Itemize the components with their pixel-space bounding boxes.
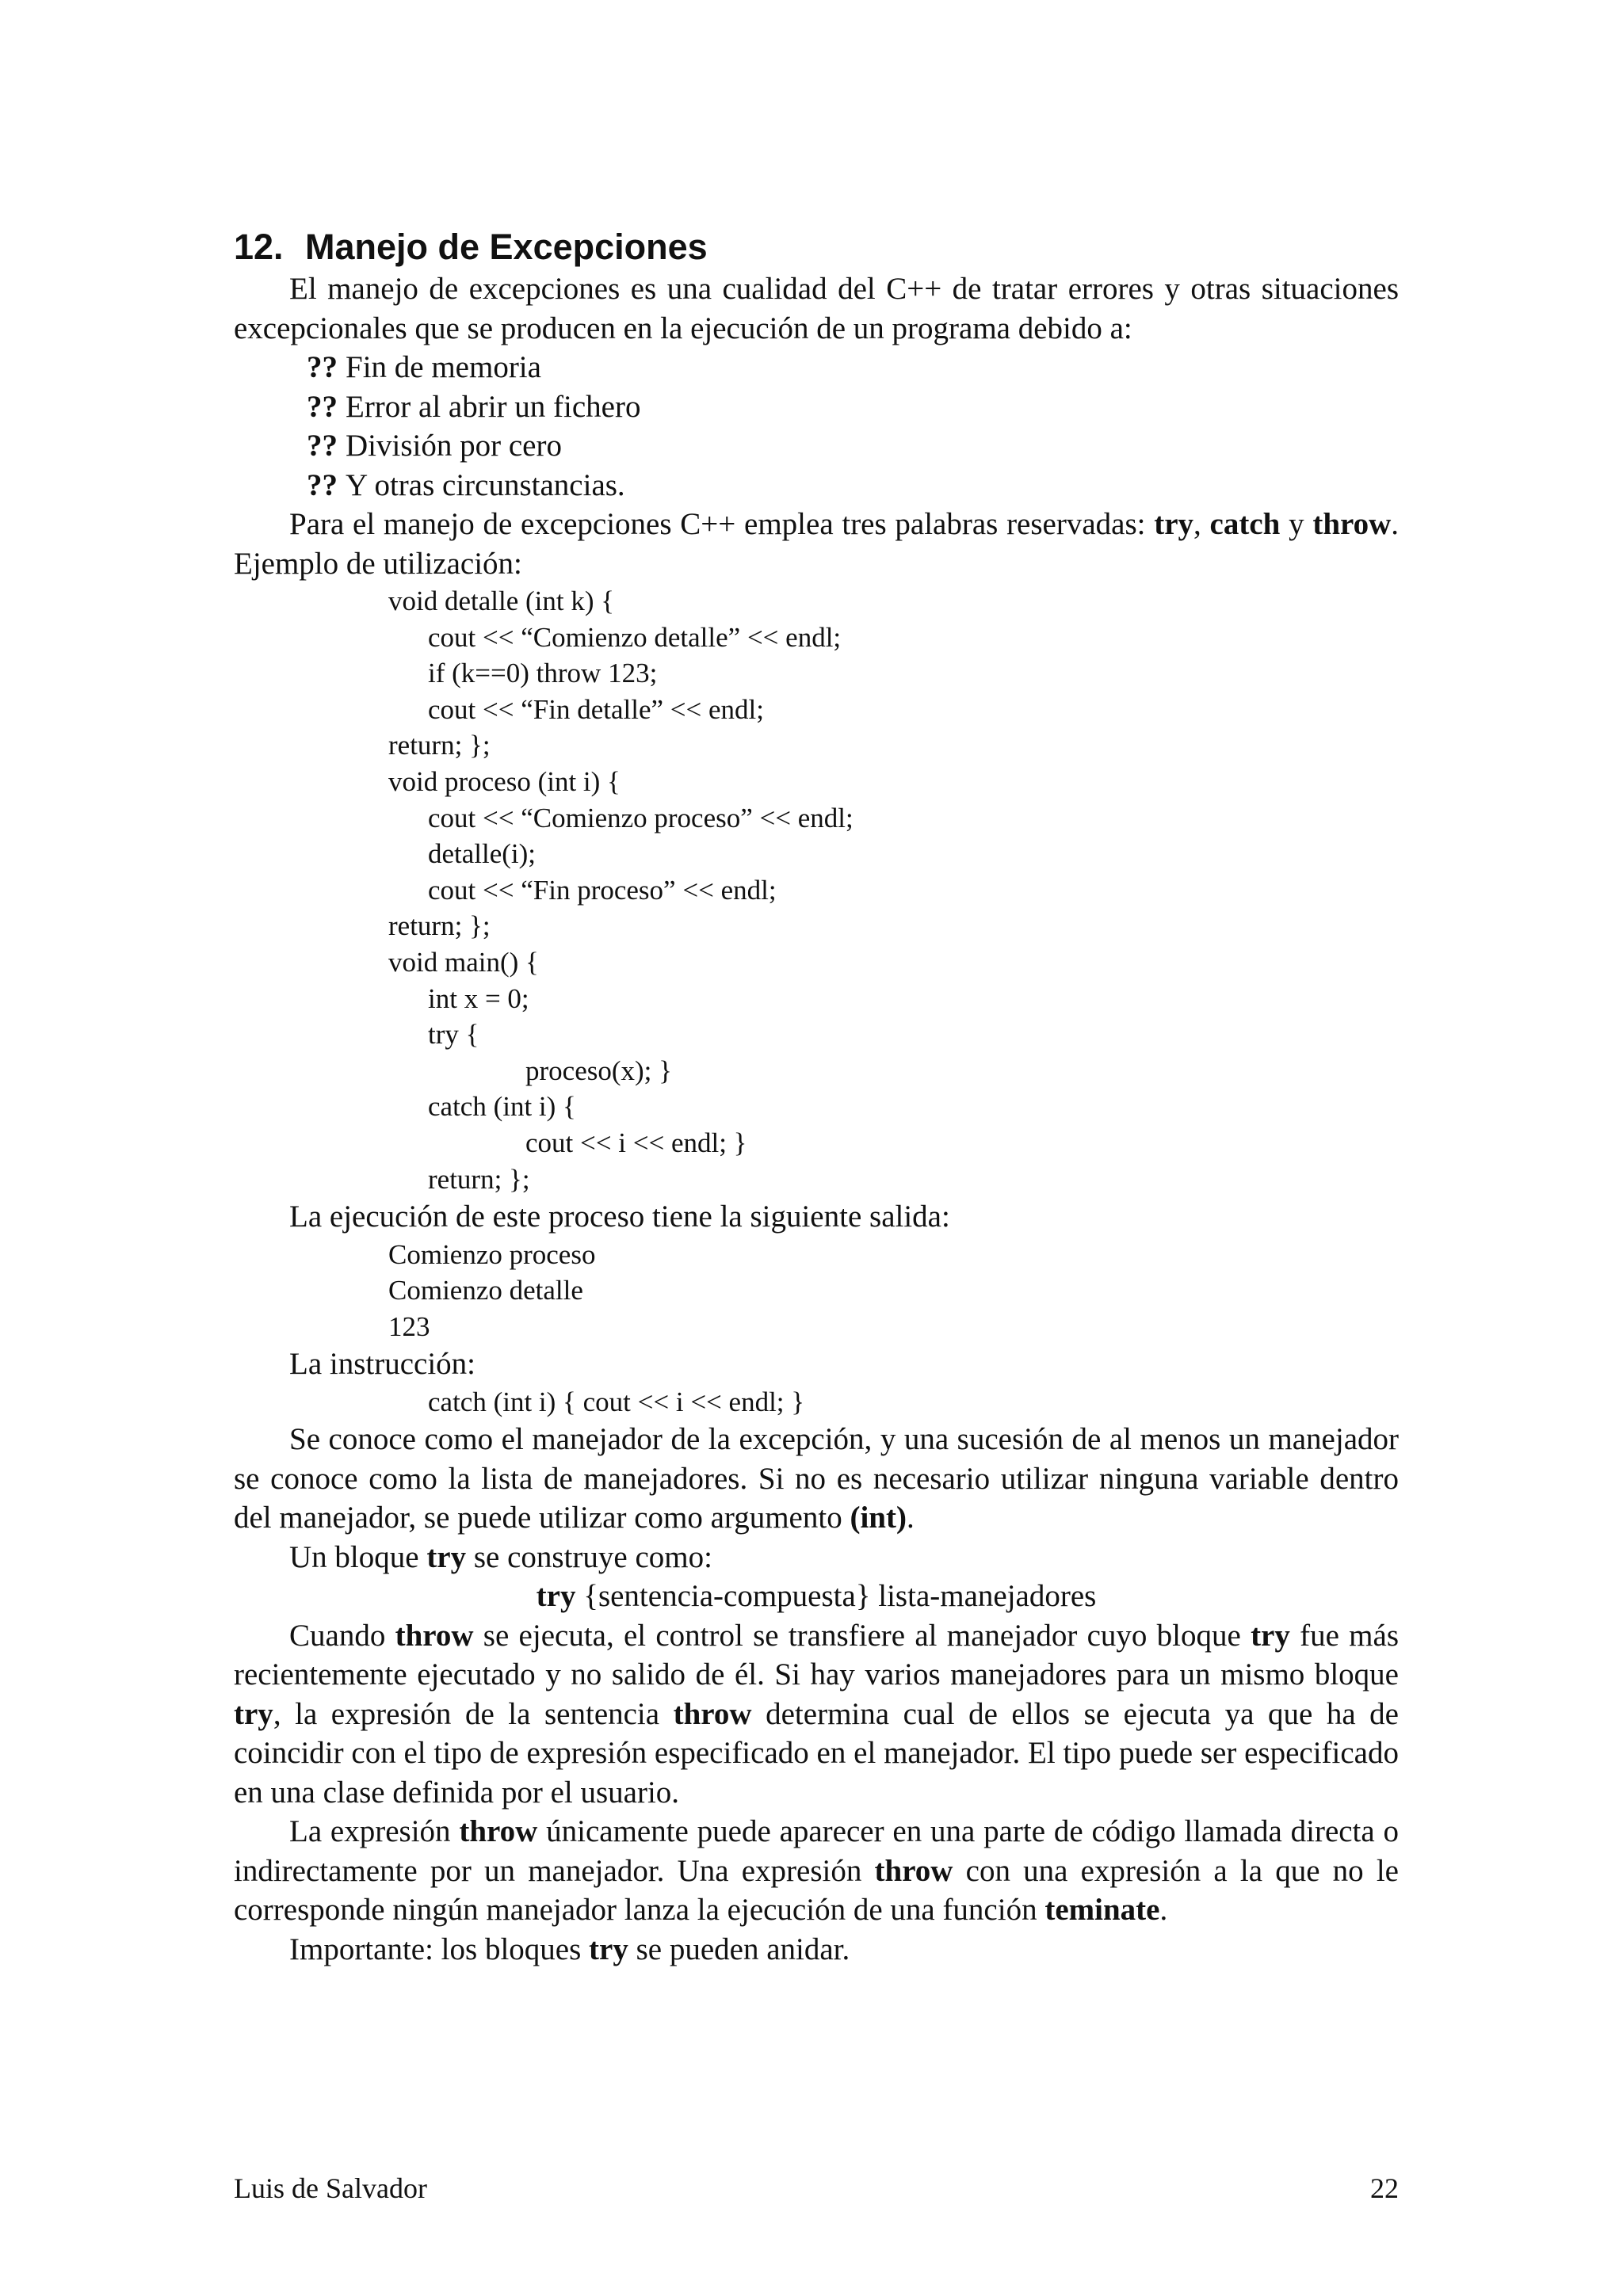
throw-paragraph — [234, 1616, 1399, 1813]
code-line: cout << “Fin detalle” << endl; — [428, 693, 764, 725]
keyword-throw: throw — [673, 1696, 752, 1731]
code-line: cout << “Comienzo detalle” << endl; — [428, 621, 842, 653]
bullet-marker: ?? — [307, 429, 338, 463]
list-item — [234, 348, 1399, 387]
list-item-text: Y otras circunstancias. — [346, 467, 625, 502]
text-run: . Ejemplo de utilización: — [234, 507, 1400, 581]
keyword-throw: throw — [1312, 507, 1392, 541]
text-run: , — [1193, 507, 1210, 541]
bold-text: (int) — [850, 1501, 907, 1535]
list-item-text: Fin de memoria — [346, 350, 541, 384]
text-run: , la expresión de la sentencia — [273, 1696, 674, 1731]
bullet-marker: ?? — [307, 467, 338, 502]
text-run: Se conoce como el manejador de la excepción, y una sucesión de al menos un manejador se conoce como la lista de manejadores. Si no es necesario utilizar ninguna variable dentro del manejador, se puede utilizar como argumento — [234, 1422, 1399, 1535]
code-line: cout << “Comienzo proceso” << endl; — [428, 802, 854, 833]
list-item — [234, 387, 1399, 427]
output-intro: La ejecución de este proceso tiene la siguiente salida: — [289, 1199, 950, 1234]
text-run: se construye como: — [466, 1539, 712, 1574]
instruction-code — [234, 1384, 1399, 1421]
text-run: fue más recientemente ejecutado y no salido de él. Si hay varios manejadores para un mismo bloque — [234, 1618, 1400, 1692]
keyword-throw: throw — [395, 1618, 474, 1653]
list-item-text: División por cero — [346, 429, 562, 463]
list-item-text: Error al abrir un fichero — [346, 389, 641, 424]
code-line: try { — [428, 1019, 479, 1051]
text-run: La expresión — [289, 1814, 460, 1849]
text-run: determina cual de ellos se ejecuta ya que ha de coincidir con el tipo de expresión especificado en el manejador. El tipo puede ser especificado en una clase definida por el usuario. — [234, 1696, 1399, 1810]
code-line: void proceso (int i) { — [388, 765, 621, 797]
code-example — [234, 583, 1399, 1197]
keyword-try: try — [234, 1696, 273, 1731]
keyword-try: try — [1154, 507, 1194, 541]
code-line: detalle(i); — [428, 838, 537, 870]
keyword-teminate: teminate — [1044, 1893, 1160, 1928]
text-run: . — [906, 1501, 915, 1535]
output-line: Comienzo proceso — [388, 1238, 596, 1270]
code-line: return; }; — [428, 1163, 530, 1195]
try-block-paragraph — [234, 1538, 1399, 1577]
keyword-try: try — [1251, 1618, 1290, 1653]
code-line: void main() { — [388, 946, 539, 978]
code-line: catch (int i) { — [428, 1091, 576, 1123]
code-line: if (k==0) throw 123; — [428, 658, 658, 689]
page-body — [234, 223, 1399, 1969]
keyword-try: try — [426, 1539, 467, 1574]
handler-paragraph — [234, 1420, 1399, 1538]
section-number: 12. — [234, 227, 284, 267]
important-paragraph — [234, 1930, 1399, 1970]
code-line: return; }; — [388, 910, 491, 942]
footer-author: Luis de Salvador — [234, 2172, 427, 2204]
code-line: proceso(x); } — [525, 1055, 672, 1086]
text-run: Cuando — [289, 1618, 395, 1653]
text-run: se pueden anidar. — [628, 1932, 850, 1966]
section-title: Manejo de Excepciones — [305, 227, 708, 267]
keyword-throw: throw — [459, 1814, 538, 1849]
keywords-paragraph — [234, 505, 1399, 583]
code-line: catch (int i) { cout << i << endl; } — [428, 1386, 805, 1417]
code-line: cout << i << endl; } — [525, 1127, 747, 1158]
text-run: con una expresión a la que no le corresponde ningún manejador lanza la ejecución de una función — [234, 1853, 1399, 1928]
expression-paragraph — [234, 1812, 1399, 1930]
code-line: int x = 0; — [428, 982, 529, 1014]
footer-page-number: 22 — [1370, 2172, 1399, 2204]
text-run: Un bloque — [289, 1539, 427, 1574]
text-run: se ejecuta, el control se transfiere al manejador cuyo bloque — [473, 1618, 1251, 1653]
keyword-throw: throw — [874, 1853, 953, 1888]
list-item — [234, 466, 1399, 505]
text-run: . — [1159, 1893, 1168, 1928]
text-run: {sentencia-compuesta} lista-manejadores — [575, 1579, 1097, 1614]
keyword-catch: catch — [1209, 507, 1281, 541]
section-heading — [234, 223, 1399, 271]
bullet-marker: ?? — [307, 350, 338, 384]
output-line: Comienzo detalle — [388, 1275, 583, 1306]
program-output — [234, 1237, 1399, 1345]
instruction-intro: La instrucción: — [289, 1347, 476, 1382]
keyword-try: try — [589, 1932, 628, 1966]
text-run: Para el manejo de excepciones C++ emplea tres palabras reservadas: — [289, 507, 1155, 541]
syntax-line — [234, 1577, 1399, 1616]
text-run: únicamente puede aparecer en una parte de código llamada directa o indirectamente por un manejador. Una expresión — [234, 1814, 1399, 1888]
text-run: Importante: los bloques — [289, 1932, 590, 1966]
code-line: void detalle (int k) { — [388, 585, 615, 616]
code-line: cout << “Fin proceso” << endl; — [428, 874, 777, 906]
list-item — [234, 426, 1399, 466]
text-run: y — [1280, 507, 1313, 541]
code-line: return; }; — [388, 730, 491, 761]
bullet-marker: ?? — [307, 389, 338, 424]
intro-paragraph: El manejo de excepciones es una cualidad del C++ de tratar errores y otras situaciones excepcionales que se producen en la ejecución de un programa debido a: — [234, 272, 1399, 345]
keyword-try: try — [536, 1579, 576, 1614]
output-line: 123 — [388, 1310, 430, 1342]
cause-list — [234, 348, 1399, 505]
